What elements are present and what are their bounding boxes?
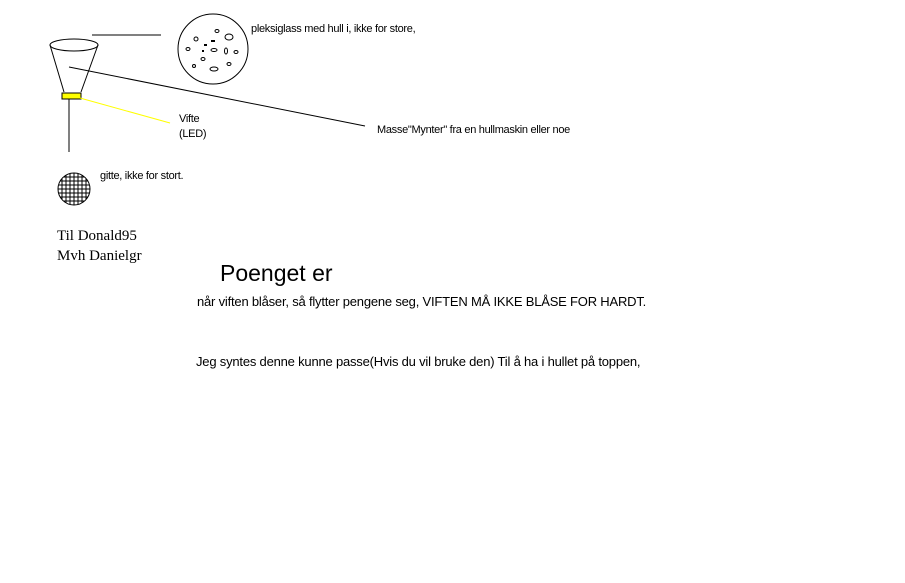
plexiglass-disc bbox=[178, 14, 248, 84]
plexiglass-hole bbox=[201, 58, 205, 61]
plexiglass-slot bbox=[202, 50, 204, 52]
fan-led bbox=[62, 93, 81, 99]
signature-from: Mvh Danielgr bbox=[57, 248, 142, 264]
plexiglass-hole bbox=[186, 48, 190, 51]
main-text-line2: Jeg syntes denne kunne passe(Hvis du vil bruke den) Til å ha i hullet på toppen, bbox=[196, 354, 641, 369]
plexiglass-slot bbox=[211, 40, 215, 42]
main-text-line1: når viften blåser, så flytter pengene seg, VIFTEN MÅ IKKE BLÅSE FOR HARDT. bbox=[197, 294, 647, 309]
plexiglass-hole bbox=[227, 63, 231, 66]
plexiglass-hole bbox=[225, 48, 228, 54]
plexiglass-hole bbox=[211, 49, 217, 52]
plexiglass-hole bbox=[225, 34, 233, 40]
fan-label: Vifte bbox=[179, 113, 200, 125]
funnel-rim bbox=[50, 39, 98, 51]
plexiglass-label: pleksiglass med hull i, ikke for store, bbox=[251, 23, 416, 35]
coins-leader-line bbox=[69, 67, 365, 126]
mesh-grid bbox=[56, 172, 92, 206]
funnel-cone bbox=[50, 39, 98, 92]
funnel-right-side bbox=[81, 45, 98, 92]
plexiglass-hole bbox=[234, 51, 238, 54]
funnel-left-side bbox=[50, 45, 64, 92]
grid-label: gitte, ikke for stort. bbox=[100, 170, 184, 182]
plexiglass-slot bbox=[204, 44, 207, 46]
plexiglass-hole bbox=[210, 67, 218, 71]
plexiglass-hole bbox=[193, 65, 196, 68]
main-heading: Poenget er bbox=[220, 260, 333, 286]
coins-label: Masse"Mynter" fra en hullmaskin eller noe bbox=[377, 124, 570, 136]
fan-leader-line bbox=[80, 98, 170, 123]
plexiglass-hole bbox=[194, 37, 198, 41]
plexiglass-hole bbox=[215, 30, 219, 33]
signature-to: Til Donald95 bbox=[57, 228, 137, 244]
fan-label-led: (LED) bbox=[179, 128, 207, 140]
